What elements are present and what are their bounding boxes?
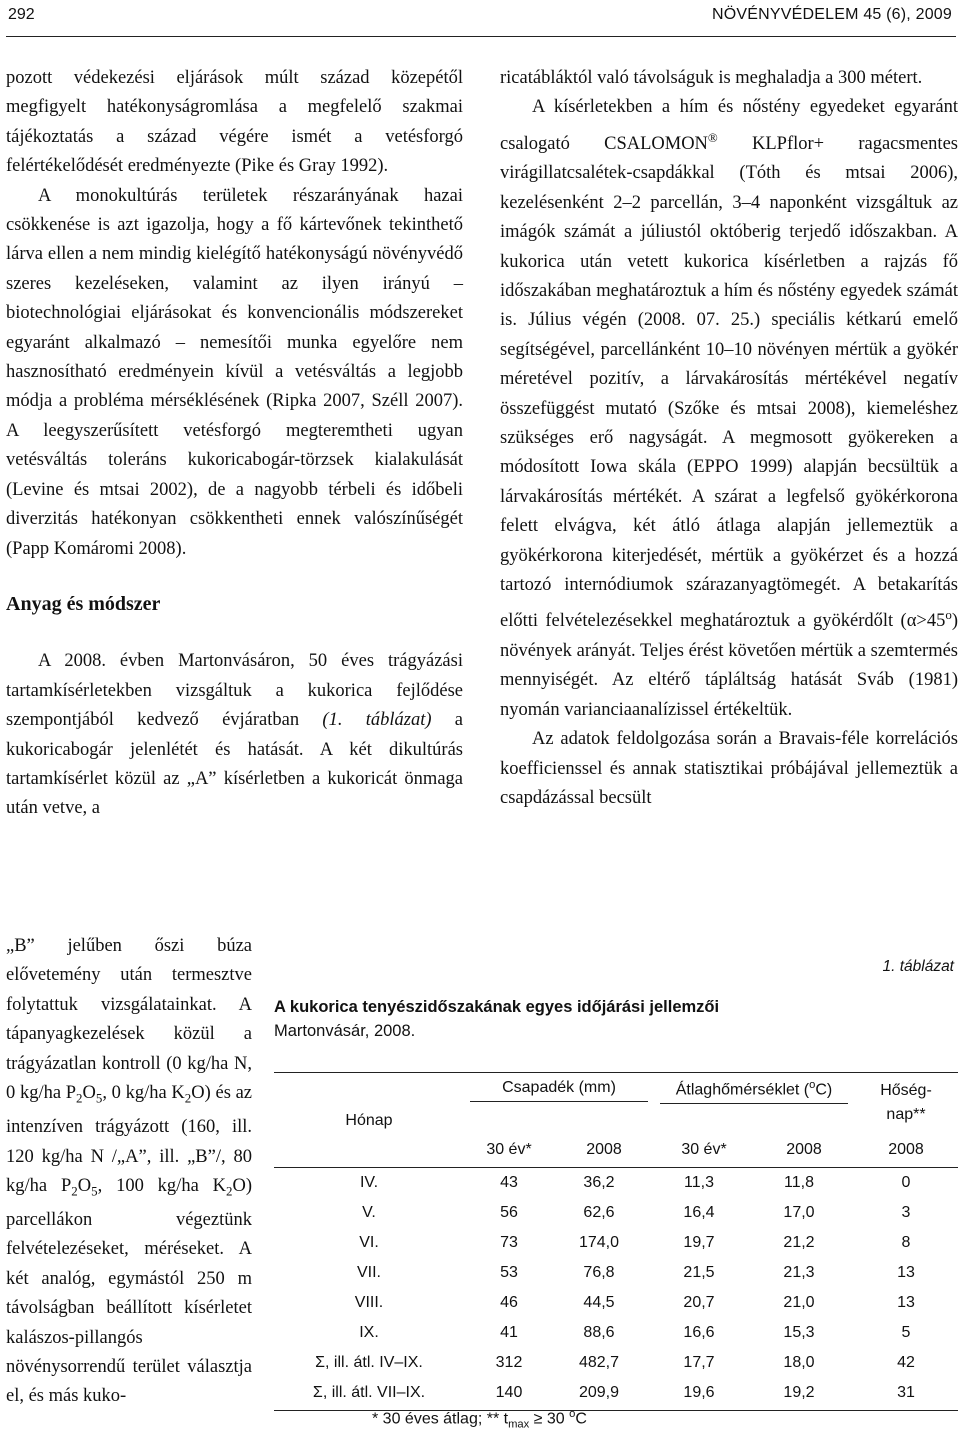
left-column xyxy=(6,64,463,824)
table-cell: 31 xyxy=(897,1384,915,1401)
table-cell: 312 xyxy=(495,1354,523,1371)
narrow-column xyxy=(6,932,252,1412)
table-cell: 21,3 xyxy=(783,1264,815,1281)
row-label: Σ, ill. átl. VII–IX. xyxy=(312,1384,426,1401)
table-row xyxy=(274,1258,958,1288)
table-row xyxy=(274,1168,958,1199)
weather-table xyxy=(274,1072,958,1411)
journal-title: NÖVÉNYVÉDELEM 45 (6), 2009 xyxy=(712,6,952,23)
table-cell: 43 xyxy=(500,1174,518,1191)
table-cell: 19,6 xyxy=(683,1384,715,1401)
table-cell: 62,6 xyxy=(583,1204,615,1221)
table-cell: 42 xyxy=(897,1354,915,1371)
paragraph: pozott védekezési eljárások múlt század közepétől megfigyelt hatékonyságromlása a megfelelő szakmai tájékoztatás a század végére ismét a vetésforgó felértékelődését eredményezte (Pike és Gray 1992). xyxy=(6,68,463,177)
table-cell: 3 xyxy=(901,1204,911,1221)
table-cell: 73 xyxy=(500,1234,518,1251)
paragraph: A monokultúrás területek részarányának hazai csökkenése is azt igazolja, hogy a fő kártevőnek tekinthető lárva ellen a nem mindig kielégítő hatékonyságú növényvédő szeres kezeléseken, valamint az ilyen irányú – biotechnológiai eljárásokat és konvencionális módszereket egyaránt alkalmazó – nemesítői munka egyelőre nem hasznosítható eredményein kívül a vetésváltás a legjobb módja a probléma mérséklésének (Ripka 2007, Széll 2007). A leegyszerűsített vetésforgó megteremtheti ugyan vetésváltás toleráns kukoricabogár-törzsek kialakulását (Levine és mtsai 2002), de a nagyobb térbeli és időbeli diverzitás hatékonyan csökkentheti ennek valószínűségét (Papp Komáromi 2008). xyxy=(6,185,463,559)
col-header-month: Hónap xyxy=(274,1073,464,1166)
table-cell: 21,5 xyxy=(683,1264,715,1281)
table-cell: 21,2 xyxy=(783,1234,815,1251)
table-row xyxy=(274,1318,958,1348)
row-label: Σ, ill. átl. IV–IX. xyxy=(315,1354,423,1371)
subheader: 30 év* xyxy=(681,1141,727,1158)
col-header-heatdays: Hőség- nap** xyxy=(854,1073,958,1128)
row-label: V. xyxy=(362,1204,376,1221)
table-row xyxy=(274,1288,958,1318)
table-cell: 15,3 xyxy=(783,1324,815,1341)
paragraph: „B” jelűben őszi búza elővetemény után termesztve folytattuk vizsgálatainkat. A tápanyagkezelések közül a trágyázatlan kontroll (0 kg/ha N, 0 kg/ha $P_2O_5$, 0 kg/ha $K_2O$) és az intenzíven trágyázott (160, ill. 120 kg/ha N /„A”, ill. „B”/, 80 kg/ha $P_2O_5$, 100 kg/ha $K_2O$) parcellákon végeztünk felvételezéseket, méréseket. A két analóg, egymástól 250 m távolságban beállított kísérletet kalászos-pillangós növénysorrendű terület választja el, és más kuko- xyxy=(6,936,253,1407)
paragraph: A kísérletekben a hím és nőstény egyedeket egyaránt csalogató CSALOMON® KLPflor+ ragacsmentes virágillatcsalétek-csapdákkal (Tóth és mtsai 2006), kezelésenként 2–2 parcellán, 3–4 naponként vizsgáltuk az imágók számát a júliustól októberig terjedő időszakban. A kukorica után vetett kukorica kísérletben a rajzás fő időszakában meghatároztuk a hím és nőstény egyedek számát is. Július végén (2008. 07. 25.) speciális kétkarú emelő segítségével, parcellánként 10–10 növényen mértük a gyökér méretével pozitív, a lárvakárosítás mértékével negatív összefüggést mutató (Szőke és mtsai 2008), kiemeléshez szükséges erő nagyságát. A megmosott gyökereken a módosított Iowa skála (EPPO 1999) alapján becsültük a lárvakárosítás mértékét. A szárat a legfelső gyökérkorona felett elvágva, két átló átlaga alapján jellemeztük a gyökérkorona kiterjedését, mértük a gyökérzet és a hozzá tartozó internódiumok szárazanyagtömegét. A betakarítás előtti felvételezésekkel meghatároztuk a gyökérdőlt $(\alpha>45^o)$ növények arányát. Teljes érést követően mértük a szemtermés mennyiségét. Az eltérő tápláltság hatását Sváb (1981) nyomán varianciaanalízissel értékeltük. xyxy=(500,97,958,720)
section-heading: Anyag és módszer xyxy=(6,592,161,615)
table-footnote: * 30 éves átlag; ** $t_{max} \ge 30$ $^o$C xyxy=(372,1408,587,1431)
paragraph: A 2008. évben Martonvásáron, 50 éves trágyázási tartamkísérletekben vizsgáltuk a kukorica fejlődése szempontjából kedvező évjáratban (1. táblázat) a kukoricabogár jelenlétét és hatását. A két dikultúrás tartamkísérlet közül az „A” kísérletben a kukoricát önmaga után vetve, a xyxy=(6,651,463,819)
table-cell: 16,6 xyxy=(683,1324,715,1341)
table-caption xyxy=(274,995,719,1043)
row-label: IV. xyxy=(359,1174,379,1191)
table-cell: 36,2 xyxy=(583,1174,615,1191)
table-cell: 41 xyxy=(500,1324,518,1341)
table-cell: 209,9 xyxy=(578,1384,620,1401)
page-header xyxy=(8,6,952,32)
table-cell: 13 xyxy=(897,1294,915,1311)
subheader: 2008 xyxy=(786,1141,822,1158)
header-rule xyxy=(6,36,956,37)
table-reference: (1. táblázat) xyxy=(322,710,432,731)
table-cell: 11,3 xyxy=(684,1174,714,1191)
paragraph: Az adatok feldolgozása során a Bravais-féle korrelációs koefficienssel és annak statisztikai próbájával jellemeztük a csapdázással becsült xyxy=(500,729,958,809)
col-header-precip: Csapadék (mm) xyxy=(464,1073,654,1128)
page-number: 292 xyxy=(8,6,35,23)
paragraph: ricatábláktól való távolságuk is meghaladja a 300 métert. xyxy=(500,68,923,88)
table-cell: 44,5 xyxy=(583,1294,615,1311)
table-cell: 19,7 xyxy=(683,1234,715,1251)
table-cell: 8 xyxy=(901,1234,911,1251)
table-cell: 76,8 xyxy=(583,1264,615,1281)
table-cell: 13 xyxy=(897,1264,915,1281)
col-header-temp: Átlaghőmérséklet ($^o$C) xyxy=(654,1073,854,1128)
table-cell: 56 xyxy=(500,1204,518,1221)
table-cell: 16,4 xyxy=(683,1204,715,1221)
table-cell: 53 xyxy=(500,1264,518,1281)
table-cell: 17,0 xyxy=(783,1204,815,1221)
table-cell: 140 xyxy=(495,1384,523,1401)
subheader: 2008 xyxy=(586,1141,622,1158)
row-label: VIII. xyxy=(354,1294,384,1311)
table-cell: 482,7 xyxy=(578,1354,620,1371)
row-label: IX. xyxy=(359,1324,379,1341)
table-label: 1. táblázat xyxy=(882,958,954,975)
registered-mark: ® xyxy=(707,129,718,145)
table-cell: 17,7 xyxy=(683,1354,715,1371)
table-row xyxy=(274,1198,958,1228)
right-column xyxy=(500,64,958,813)
row-label: VII. xyxy=(356,1264,381,1281)
table-cell: 88,6 xyxy=(583,1324,615,1341)
table-sum-row xyxy=(274,1348,958,1378)
table-cell: 19,2 xyxy=(783,1384,815,1401)
table-cell: 46 xyxy=(500,1294,518,1311)
table-subtitle: Martonvásár, 2008. xyxy=(274,1022,416,1040)
table-row xyxy=(274,1228,958,1258)
table-title: A kukorica tenyészidőszakának egyes időjárási jellemzői xyxy=(274,998,720,1016)
table-cell: 18,0 xyxy=(783,1354,815,1371)
subheader: 30 év* xyxy=(486,1141,532,1158)
table-cell: 0 xyxy=(901,1174,911,1191)
table-cell: 11,8 xyxy=(784,1174,814,1191)
table-cell: 174,0 xyxy=(578,1234,620,1251)
table-sum-row xyxy=(274,1378,958,1408)
table-cell: 21,0 xyxy=(783,1294,815,1311)
table-cell: 5 xyxy=(901,1324,911,1341)
table-cell: 20,7 xyxy=(683,1294,715,1311)
row-label: VI. xyxy=(359,1234,379,1251)
subheader: 2008 xyxy=(888,1141,924,1158)
